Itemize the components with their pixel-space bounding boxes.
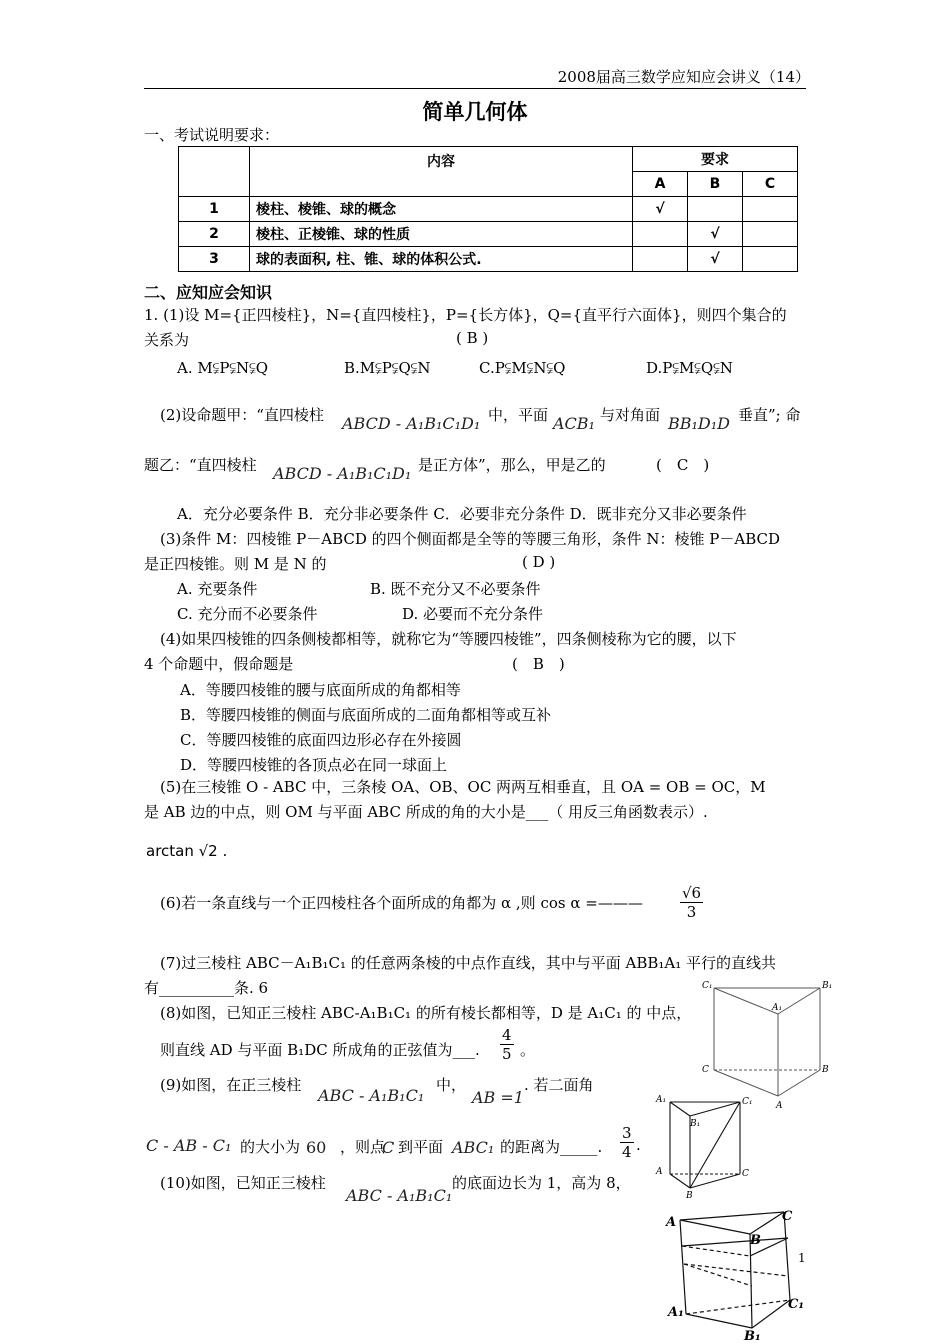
q5-line2: 是 AB 边的中点，则 OM 与平面 ABC 所成的角的大小是___（ 用反三角函数表示）. — [144, 803, 708, 821]
label-c1: C₁ — [742, 1097, 753, 1107]
page-number: 1 — [798, 1251, 806, 1265]
label-c1: C₁ — [702, 981, 713, 991]
row-b: √ — [688, 247, 743, 272]
q9-math-60: 60 — [306, 1138, 327, 1157]
q4-answer: ( B ) — [512, 655, 565, 673]
row-num: 1 — [179, 197, 250, 222]
q9-line2e: 的距离为_____. — [500, 1138, 603, 1156]
q8-num: 4 — [502, 1026, 512, 1044]
q2-options: A．充分必要条件 B．充分非必要条件 C．必要非充分条件 D．既非充分又非必要条件 — [177, 505, 747, 523]
row-num: 2 — [179, 222, 250, 247]
q5-answer: arctan √2 . — [146, 842, 228, 860]
q4-line2: 4 个命题中，假命题是 — [144, 655, 294, 673]
q4-option-d: D．等腰四棱锥的各顶点必在同一球面上 — [180, 756, 448, 774]
q9-math-prism: ABC - A₁B₁C₁ — [318, 1086, 425, 1105]
label-b: B — [686, 1191, 693, 1201]
q3-option-c: C. 充分而不必要条件 — [177, 605, 318, 623]
row-b — [688, 197, 743, 222]
q6-num: √6 — [682, 884, 702, 902]
table-row — [179, 197, 798, 222]
requirements-table — [178, 146, 798, 272]
q8-line1: (8)如图，已知正三棱柱 ABC-A₁B₁C₁ 的所有棱长都相等，D 是 A₁C₁ 的 中点， — [160, 1004, 692, 1022]
q4-line1: (4)如果四棱锥的四条侧棱都相等，就称它为“等腰四棱锥”，四条侧棱称为它的腰，以下 — [160, 630, 737, 648]
q2-math-plane: ACB₁ — [553, 414, 595, 433]
q3-line2: 是正四棱锥。则 M 是 N 的 — [144, 555, 327, 573]
section2-heading: 二、应知应会知识 — [144, 283, 273, 302]
q9-tail: . — [636, 1136, 641, 1154]
q9-math-dihedral: C - AB - C₁ — [146, 1136, 232, 1155]
q10-line1b: 的底面边长为 1，高为 8， — [452, 1174, 631, 1192]
q2-line1c: 与对角面 — [600, 406, 661, 424]
row-a — [633, 247, 688, 272]
label-c1: C₁ — [788, 1297, 805, 1312]
row-b: √ — [688, 222, 743, 247]
row-c — [743, 222, 798, 247]
row-c — [743, 197, 798, 222]
q8-line2: 则直线 AD 与平面 B₁DC 所成角的正弦值为___. — [160, 1041, 480, 1059]
q2-math-prism: ABCD - A₁B₁C₁D₁ — [342, 414, 481, 433]
q1-option-b: B.M⫋P⫋Q⫋N — [344, 359, 431, 377]
q7-line1: (7)过三棱柱 ABC－A₁B₁C₁ 的任意两条棱的中点作直线，其中与平面 ABB₁A₁ 平行的直线共 — [160, 954, 777, 972]
q2-line1d: 垂直”; 命 — [738, 406, 801, 424]
label-a: A — [776, 1101, 783, 1111]
header-rule — [144, 88, 806, 89]
q9-math-c: C — [382, 1138, 395, 1157]
q9-line2c: ，则点 — [340, 1138, 386, 1156]
header-blank-cell — [179, 147, 250, 197]
q4-option-b: B．等腰四棱锥的侧面与底面所成的二面角都相等或互补 — [180, 706, 552, 724]
q1-answer: ( B ) — [456, 329, 489, 347]
q9-num: 3 — [622, 1124, 632, 1142]
prism-figure-q9 — [654, 1090, 764, 1202]
q4-option-a: A．等腰四棱锥的腰与底面所成的角都相等 — [180, 681, 461, 699]
label-a: A — [666, 1215, 677, 1230]
label-b1: B₁ — [690, 1119, 701, 1129]
q9-line1a: (9)如图，在正三棱柱 — [160, 1076, 302, 1094]
q3-answer: ( D ) — [522, 553, 556, 571]
q2-math-prism2: ABCD - A₁B₁C₁D₁ — [273, 464, 412, 483]
row-content: 棱柱、正棱锥、球的性质 — [250, 222, 633, 247]
q1-line1: 1. (1)设 M={正四棱柱}，N={直四棱柱}，P={长方体}，Q={直平行六面体}，则四个集合的 — [144, 306, 787, 324]
prism-figure-q10 — [664, 1204, 824, 1342]
q1-option-a: A. M⫋P⫋N⫋Q — [177, 359, 269, 377]
label-c: C — [782, 1209, 793, 1224]
q2-math-diag: BB₁D₁D — [668, 414, 730, 433]
q9-line2b: 的大小为 — [240, 1138, 301, 1156]
q2-line2a: 题乙：“直四棱柱 — [144, 456, 257, 474]
q1-line2: 关系为 — [144, 331, 190, 349]
q3-line1: (3)条件 M：四棱锥 P－ABCD 的四个侧面都是全等的等腰三角形，条件 N：棱锥 P－ABCD — [160, 530, 781, 548]
q2-line2b: 是正方体”，那么，甲是乙的 — [418, 456, 606, 474]
row-content: 棱柱、棱锥、球的概念 — [250, 197, 633, 222]
section1-heading: 一、考试说明要求： — [144, 126, 280, 144]
label-a1: A₁ — [656, 1095, 667, 1105]
q3-option-d: D. 必要而不充分条件 — [402, 605, 544, 623]
label-b: B — [750, 1233, 761, 1248]
q5-line1: (5)在三棱锥 O - ABC 中，三条棱 OA、OB、OC 两两互相垂直，且 OA = OB = OC，M — [160, 778, 766, 796]
table-row — [179, 247, 798, 272]
q8-den: 5 — [502, 1045, 512, 1063]
header-content: 内容 — [250, 147, 633, 197]
row-a: √ — [633, 197, 688, 222]
series-header: 2008届高三数学应知应会讲义（14） — [557, 68, 810, 86]
q10-math-prism: ABC - A₁B₁C₁ — [346, 1186, 453, 1205]
q2-answer: ( C ) — [656, 456, 710, 474]
q9-line1c: . 若二面角 — [524, 1076, 594, 1094]
q8-fraction — [500, 1026, 514, 1063]
label-b1: B₁ — [822, 981, 833, 991]
table-row — [179, 222, 798, 247]
q9-line1b: 中， — [436, 1076, 467, 1094]
label-a: A — [656, 1167, 663, 1177]
row-c — [743, 247, 798, 272]
label-a1: A₁ — [668, 1305, 684, 1320]
q9-math-ab: AB =1 — [472, 1088, 524, 1107]
q6-text: (6)若一条直线与一个正四棱柱各个面所成的角都为 α ,则 cos α =——— — [160, 894, 643, 912]
q6-fraction — [680, 884, 703, 921]
q9-line2d: 到平面 — [398, 1138, 444, 1156]
q8-tail: 。 — [520, 1041, 536, 1059]
q3-option-b: B. 既不充分又不必要条件 — [370, 580, 541, 598]
page-title: 简单几何体 — [422, 100, 528, 124]
q6-den: 3 — [686, 903, 697, 921]
row-a — [633, 222, 688, 247]
label-b1: B₁ — [744, 1329, 761, 1342]
q9-math-plane: ABC₁ — [452, 1138, 495, 1157]
q4-option-c: C．等腰四棱锥的底面四边形必存在外接圆 — [180, 731, 462, 749]
header-level-b: B — [688, 172, 743, 197]
label-c: C — [742, 1169, 749, 1179]
q1-option-d: D.P⫋M⫋Q⫋N — [646, 359, 733, 377]
q1-option-c: C.P⫋M⫋N⫋Q — [479, 359, 566, 377]
header-req: 要求 — [633, 147, 798, 172]
q9-den: 4 — [622, 1143, 632, 1161]
row-num: 3 — [179, 247, 250, 272]
label-b: B — [822, 1065, 829, 1075]
q2-line1a: (2)设命题甲：“直四棱柱 — [160, 406, 324, 424]
q3-option-a: A. 充要条件 — [177, 580, 258, 598]
q2-line1b: 中，平面 — [488, 406, 549, 424]
label-a1: A₁ — [772, 1003, 783, 1013]
q9-fraction — [620, 1124, 634, 1161]
header-level-c: C — [743, 172, 798, 197]
header-level-a: A — [633, 172, 688, 197]
q10-line1a: (10)如图，已知正三棱柱 — [160, 1174, 326, 1192]
label-c: C — [702, 1065, 709, 1075]
row-content: 球的表面积, 柱、锥、球的体积公式. — [250, 247, 633, 272]
q7-line2: 有__________条. 6 — [144, 979, 269, 997]
